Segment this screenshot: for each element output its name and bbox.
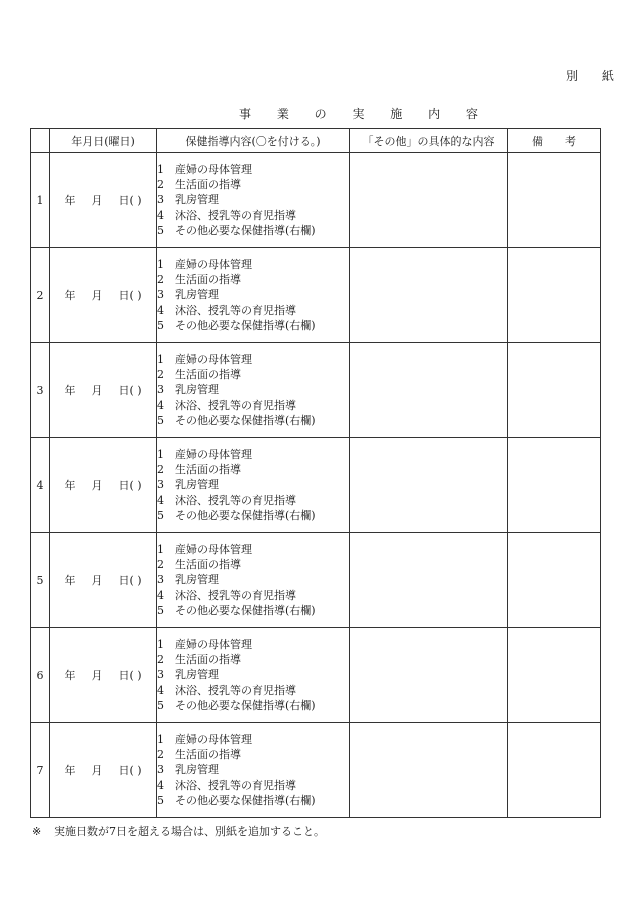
guidance-cell — [157, 438, 350, 533]
other-details-cell[interactable] — [350, 533, 508, 628]
guidance-option-label: 産婦の母体管理 — [175, 732, 252, 746]
date-year: 年 — [64, 384, 76, 397]
remarks-cell[interactable] — [508, 533, 601, 628]
guidance-option-number: 1 — [157, 542, 164, 556]
other-details-cell[interactable] — [350, 723, 508, 818]
date-cell[interactable] — [50, 533, 157, 628]
guidance-option[interactable] — [157, 603, 349, 618]
guidance-option-label: 生活面の指導 — [175, 178, 241, 192]
date-cell[interactable] — [50, 343, 157, 438]
guidance-cell — [157, 153, 350, 248]
guidance-option-label: 沐浴、授乳等の育児指導 — [175, 588, 296, 602]
guidance-option[interactable] — [157, 257, 349, 272]
other-details-cell[interactable] — [350, 153, 508, 248]
guidance-option-number: 2 — [157, 748, 164, 762]
guidance-option-label: 産婦の母体管理 — [175, 542, 252, 556]
guidance-option-number: 5 — [157, 413, 164, 427]
guidance-option[interactable] — [157, 572, 349, 587]
guidance-option-number: 2 — [157, 178, 164, 192]
date-month: 月 — [91, 479, 103, 492]
date-month: 月 — [91, 574, 103, 587]
date-day: 日( ) — [118, 669, 142, 682]
date-day: 日( ) — [118, 764, 142, 777]
guidance-option-label: その他必要な保健指導(右欄) — [175, 318, 316, 332]
remarks-cell[interactable] — [508, 248, 601, 343]
date-day: 日( ) — [118, 384, 142, 397]
row-number: 5 — [31, 533, 50, 628]
table-row — [31, 343, 601, 438]
date-year: 年 — [64, 669, 76, 682]
guidance-option-label: その他必要な保健指導(右欄) — [175, 223, 316, 237]
guidance-option-number: 4 — [157, 398, 164, 412]
date-year: 年 — [64, 289, 76, 302]
guidance-option-label: 乳房管理 — [175, 668, 219, 682]
guidance-option-label: その他必要な保健指導(右欄) — [175, 698, 316, 712]
guidance-options-list — [157, 447, 349, 523]
date-day: 日( ) — [118, 289, 142, 302]
table-row — [31, 723, 601, 818]
footnote-text: 実施日数が7日を超える場合は、別紙を追加すること。 — [54, 825, 325, 838]
guidance-option[interactable] — [157, 272, 349, 287]
date-month: 月 — [91, 194, 103, 207]
guidance-option-number: 4 — [157, 778, 164, 792]
row-number: 4 — [31, 438, 50, 533]
guidance-option-number: 5 — [157, 603, 164, 617]
guidance-option[interactable] — [157, 477, 349, 492]
header-remarks — [508, 129, 601, 153]
guidance-option[interactable] — [157, 223, 349, 238]
date-year: 年 — [64, 194, 76, 207]
header-date: 年月日(曜日) — [50, 129, 157, 153]
guidance-option[interactable] — [157, 683, 349, 698]
guidance-cell — [157, 628, 350, 723]
guidance-option-label: その他必要な保健指導(右欄) — [175, 603, 316, 617]
header-remarks-label: 備考 — [532, 134, 598, 148]
guidance-option[interactable] — [157, 667, 349, 682]
other-details-cell[interactable] — [350, 343, 508, 438]
date-month: 月 — [91, 764, 103, 777]
guidance-options-list — [157, 257, 349, 333]
guidance-options-list — [157, 732, 349, 808]
guidance-option[interactable] — [157, 698, 349, 713]
guidance-option-number: 1 — [157, 447, 164, 461]
guidance-option-label: 沐浴、授乳等の育児指導 — [175, 778, 296, 792]
guidance-option[interactable] — [157, 177, 349, 192]
remarks-cell[interactable] — [508, 438, 601, 533]
table-row — [31, 628, 601, 723]
guidance-option[interactable] — [157, 208, 349, 223]
header-guidance: 保健指導内容(〇を付ける。) — [157, 129, 350, 153]
remarks-cell[interactable] — [508, 153, 601, 248]
guidance-options-list — [157, 162, 349, 238]
guidance-option-label: 生活面の指導 — [175, 273, 241, 287]
guidance-option-number: 5 — [157, 793, 164, 807]
table-header-row — [31, 129, 601, 153]
table-row — [31, 248, 601, 343]
guidance-option-number: 4 — [157, 303, 164, 317]
guidance-option-label: 乳房管理 — [175, 383, 219, 397]
guidance-option-label: 乳房管理 — [175, 288, 219, 302]
header-other-details: 「その他」の具体的な内容 — [350, 129, 508, 153]
guidance-option[interactable] — [157, 192, 349, 207]
guidance-option-label: 沐浴、授乳等の育児指導 — [175, 683, 296, 697]
date-cell[interactable] — [50, 438, 157, 533]
guidance-option-label: 乳房管理 — [175, 478, 219, 492]
guidance-option-number: 3 — [157, 668, 164, 682]
guidance-option-number: 2 — [157, 273, 164, 287]
guidance-option-label: 沐浴、授乳等の育児指導 — [175, 398, 296, 412]
guidance-option[interactable] — [157, 382, 349, 397]
guidance-option-number: 3 — [157, 478, 164, 492]
guidance-option[interactable] — [157, 588, 349, 603]
guidance-option-number: 1 — [157, 732, 164, 746]
guidance-option[interactable] — [157, 778, 349, 793]
row-number: 6 — [31, 628, 50, 723]
guidance-option[interactable] — [157, 793, 349, 808]
footnote — [32, 823, 325, 839]
guidance-option-number: 5 — [157, 698, 164, 712]
header-number — [31, 129, 50, 153]
table-row — [31, 153, 601, 248]
table-body — [31, 153, 601, 818]
guidance-option-label: 生活面の指導 — [175, 463, 241, 477]
date-cell[interactable] — [50, 723, 157, 818]
guidance-options-list — [157, 542, 349, 618]
guidance-option[interactable] — [157, 652, 349, 667]
row-number: 7 — [31, 723, 50, 818]
guidance-options-list — [157, 637, 349, 713]
guidance-option-label: 乳房管理 — [175, 193, 219, 207]
guidance-option[interactable] — [157, 162, 349, 177]
other-details-cell[interactable] — [350, 628, 508, 723]
date-year: 年 — [64, 479, 76, 492]
guidance-option-label: 生活面の指導 — [175, 558, 241, 572]
guidance-option-number: 3 — [157, 193, 164, 207]
guidance-option-label: 沐浴、授乳等の育児指導 — [175, 208, 296, 222]
guidance-option-number: 4 — [157, 208, 164, 222]
guidance-option-number: 3 — [157, 383, 164, 397]
guidance-option-number: 1 — [157, 257, 164, 271]
guidance-option-number: 4 — [157, 683, 164, 697]
guidance-option-number: 4 — [157, 493, 164, 507]
guidance-option[interactable] — [157, 398, 349, 413]
row-number: 3 — [31, 343, 50, 438]
guidance-option-label: 生活面の指導 — [175, 653, 241, 667]
annex-label: 別 紙 — [566, 69, 624, 83]
guidance-option-label: 産婦の母体管理 — [175, 162, 252, 176]
date-cell[interactable] — [50, 248, 157, 343]
guidance-option-label: 産婦の母体管理 — [175, 352, 252, 366]
guidance-option[interactable] — [157, 413, 349, 428]
guidance-option[interactable] — [157, 732, 349, 747]
guidance-option-label: 産婦の母体管理 — [175, 447, 252, 461]
guidance-option-label: その他必要な保健指導(右欄) — [175, 413, 316, 427]
guidance-option-number: 3 — [157, 763, 164, 777]
guidance-option-number: 1 — [157, 637, 164, 651]
row-number: 1 — [31, 153, 50, 248]
guidance-option[interactable] — [157, 367, 349, 382]
guidance-option-number: 3 — [157, 573, 164, 587]
guidance-option-number: 1 — [157, 162, 164, 176]
row-number: 2 — [31, 248, 50, 343]
date-day: 日( ) — [118, 574, 142, 587]
guidance-cell — [157, 723, 350, 818]
guidance-cell — [157, 343, 350, 438]
date-year: 年 — [64, 764, 76, 777]
guidance-option-number: 5 — [157, 223, 164, 237]
guidance-option[interactable] — [157, 637, 349, 652]
date-day: 日( ) — [118, 479, 142, 492]
guidance-option-label: 沐浴、授乳等の育児指導 — [175, 493, 296, 507]
guidance-option-label: その他必要な保健指導(右欄) — [175, 793, 316, 807]
date-day: 日( ) — [118, 194, 142, 207]
other-details-cell[interactable] — [350, 438, 508, 533]
guidance-option-label: 沐浴、授乳等の育児指導 — [175, 303, 296, 317]
guidance-option-number: 1 — [157, 352, 164, 366]
date-year: 年 — [64, 574, 76, 587]
guidance-option[interactable] — [157, 303, 349, 318]
guidance-option[interactable] — [157, 508, 349, 523]
guidance-cell — [157, 533, 350, 628]
document-title: 事 業 の 実 施 内 容 — [239, 107, 489, 121]
remarks-cell[interactable] — [508, 723, 601, 818]
date-cell[interactable] — [50, 628, 157, 723]
guidance-option-number: 3 — [157, 288, 164, 302]
table-row — [31, 533, 601, 628]
guidance-option-number: 2 — [157, 463, 164, 477]
table-row — [31, 438, 601, 533]
guidance-option-label: 生活面の指導 — [175, 368, 241, 382]
guidance-option[interactable] — [157, 557, 349, 572]
guidance-option[interactable] — [157, 493, 349, 508]
guidance-option-label: 乳房管理 — [175, 763, 219, 777]
guidance-option-number: 2 — [157, 653, 164, 667]
guidance-option[interactable] — [157, 462, 349, 477]
date-month: 月 — [91, 669, 103, 682]
guidance-option[interactable] — [157, 318, 349, 333]
guidance-option-number: 5 — [157, 508, 164, 522]
other-details-cell[interactable] — [350, 248, 508, 343]
date-month: 月 — [91, 289, 103, 302]
guidance-option-label: 産婦の母体管理 — [175, 257, 252, 271]
guidance-option-number: 5 — [157, 318, 164, 332]
remarks-cell[interactable] — [508, 628, 601, 723]
guidance-option-label: 産婦の母体管理 — [175, 637, 252, 651]
guidance-option-number: 4 — [157, 588, 164, 602]
guidance-option[interactable] — [157, 352, 349, 367]
guidance-cell — [157, 248, 350, 343]
implementation-table — [30, 128, 601, 818]
guidance-option[interactable] — [157, 762, 349, 777]
guidance-options-list — [157, 352, 349, 428]
guidance-option[interactable] — [157, 747, 349, 762]
footnote-mark: ※ — [32, 825, 42, 838]
date-cell[interactable] — [50, 153, 157, 248]
guidance-option-number: 2 — [157, 558, 164, 572]
guidance-option[interactable] — [157, 447, 349, 462]
date-month: 月 — [91, 384, 103, 397]
guidance-option-number: 2 — [157, 368, 164, 382]
guidance-option[interactable] — [157, 542, 349, 557]
guidance-option[interactable] — [157, 287, 349, 302]
guidance-option-label: 生活面の指導 — [175, 748, 241, 762]
guidance-option-label: 乳房管理 — [175, 573, 219, 587]
guidance-option-label: その他必要な保健指導(右欄) — [175, 508, 316, 522]
remarks-cell[interactable] — [508, 343, 601, 438]
